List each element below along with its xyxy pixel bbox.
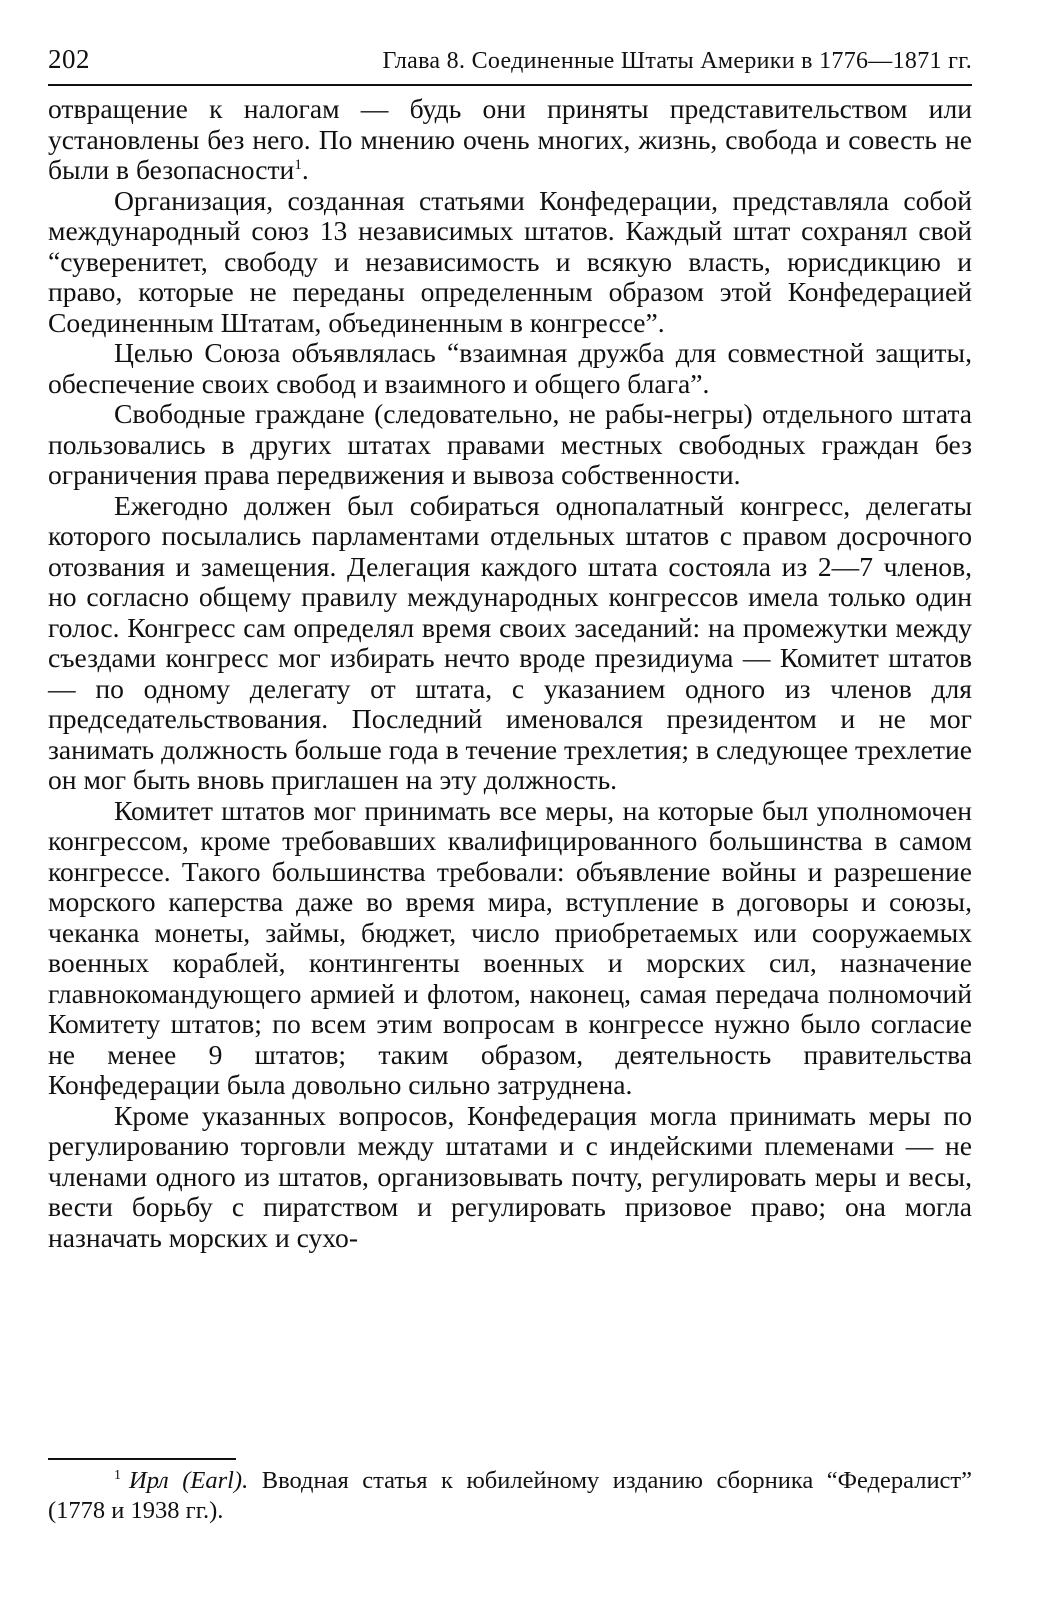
footnote-mark: 1 <box>114 1468 121 1483</box>
running-title: Глава 8. Соединенные Штаты Америки в 1776—1871 гг. <box>382 48 972 74</box>
paragraph: Организация, созданная статьями Конфедерации, представляла собой международный союз 13 независимых штатов. Каждый штат сохранял свой “суверенитет, свободу и независимость и всякую власть, юрисдикцию и право, которые не переданы определенным образом этой Конфедерацией Соединенным Штатам, объединенным в конгрессе”. <box>48 184 972 338</box>
paragraph-text: отвращение к налогам — будь они приняты представительством или установлены без него. По мнению очень многих, жизнь, свобода и совесть не были в безопасности <box>48 93 972 185</box>
footnote-reference[interactable]: 1 <box>294 157 302 173</box>
paragraph: Ежегодно должен был собираться однопалатный конгресс, делегаты которого посылались парламентами отдельных штатов с правом досрочного отозвания и замещения. Делегация каждого штата состояла из 2—7 членов, но согласно общему правилу международных конгрессов имела только один голос. Конгресс сам определял время своих заседаний: на промежутки между съездами конгресс мог избирать нечто вроде президиума — Комитет штатов — по одному делегату от штата, с указанием одного из членов для председательствования. Последний именовался президентом и не мог занимать должность больше года в течение трехлетия; в следующее трехлетие он мог быть вновь приглашен на эту должность. <box>48 489 972 795</box>
page-header <box>48 42 972 86</box>
paragraph: Кроме указанных вопросов, Конфедерация могла принимать меры по регулированию торговли между штатами и с индейскими племенами — не членами одного из штатов, организовывать почту, регулировать меры и весы, вести борьбу с пиратством и регулировать призовое право; она могла назначать морских и сухо- <box>48 1099 972 1253</box>
page-number: 202 <box>48 44 90 74</box>
footnote <box>48 1466 972 1526</box>
paragraph: Целью Союза объявлялась “взаимная дружба для совместной защиты, обеспечение своих свобод и взаимного и общего блага”. <box>48 337 972 399</box>
footnote-text: Вводная статья к юбилейному изданию сборника “Федералист” (1778 и 1938 гг.). <box>48 1467 973 1524</box>
paragraph: Свободные граждане (следовательно, не рабы-негры) отдельного штата пользовались в других штатах правами местных свободных граждан без ограничения права передвижения и вывоза собственности. <box>48 398 972 490</box>
paragraph <box>48 94 972 186</box>
paragraph-text-end: . <box>301 154 309 185</box>
footnote-divider <box>48 1458 236 1460</box>
body-text <box>48 94 972 1253</box>
paragraph: Комитет штатов мог принимать все меры, на которые был уполномочен конгрессом, кроме требовавших квалифицированного большинства в самом конгрессе. Такого большинства требовали: объявление войны и разрешение морского каперства даже во время мира, вступление в договоры и союзы, чеканка монеты, займы, бюджет, число приобретаемых или сооружаемых военных кораблей, контингенты военных и морских сил, назначение главнокомандующего армией и флотом, наконец, самая передача полномочий Комитету штатов; по всем этим вопросам в конгрессе нужно было согласие не менее 9 штатов; таким образом, деятельность правительства Конфедерации была довольно сильно затруднена. <box>48 794 972 1100</box>
footnote-author: Ирл (Earl). <box>129 1467 249 1494</box>
